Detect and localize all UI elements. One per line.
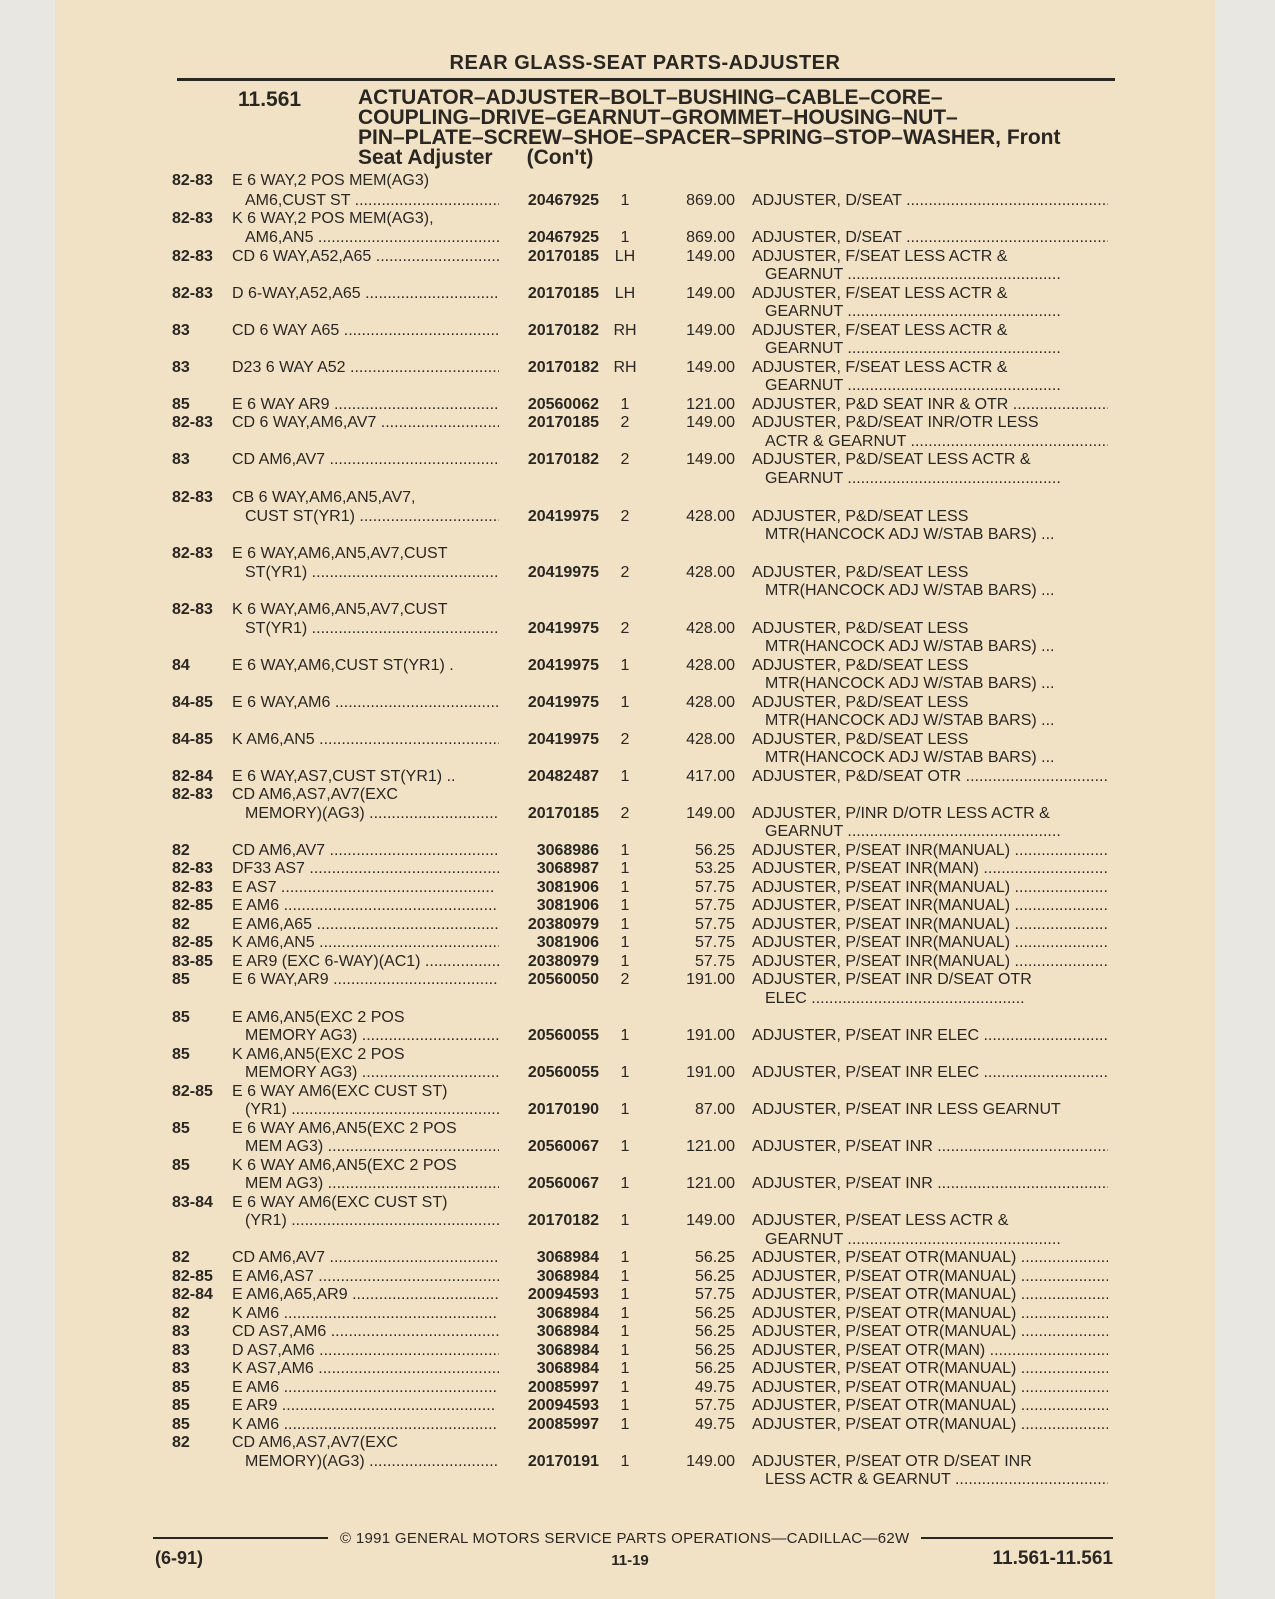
price: 121.00 — [686, 1175, 735, 1192]
part-number: 20380979 — [527, 916, 599, 933]
price: 56.25 — [694, 1342, 735, 1359]
part-number: 20380979 — [527, 953, 599, 970]
part-number: 20419975 — [527, 508, 599, 525]
part-name: ADJUSTER, P/INR D/OTR LESS ACTR & — [752, 805, 1050, 822]
model-year: 83 — [172, 359, 190, 376]
price: 49.75 — [694, 1379, 735, 1396]
part-number: 20560067 — [527, 1138, 599, 1155]
quantity: 1 — [620, 1397, 630, 1414]
part-name: ADJUSTER, F/SEAT LESS ACTR & — [752, 359, 1008, 376]
quantity: 1 — [620, 879, 630, 896]
model-year: 82 — [172, 1305, 190, 1322]
price: 149.00 — [686, 805, 735, 822]
application-description: E AM6,A65 ..... — [232, 916, 499, 934]
model-year: 82-83 — [172, 248, 213, 265]
application-description: (YR1) ..... — [245, 1101, 499, 1119]
part-name: ADJUSTER, F/SEAT LESS ACTR & — [752, 248, 1008, 265]
part-name: ADJUSTER, P/SEAT INR(MAN) ..... — [752, 860, 1108, 878]
quantity: 1 — [620, 1379, 630, 1396]
quantity: LH — [614, 285, 636, 302]
quantity: LH — [614, 248, 636, 265]
application-description: E AM6 ..... — [232, 897, 499, 915]
application-description: DF33 AS7 ..... — [232, 860, 499, 878]
part-name: ADJUSTER, P/SEAT OTR(MANUAL) ..... — [752, 1305, 1108, 1323]
application-description: MEMORY AG3) ..... — [245, 1027, 499, 1045]
part-name: ADJUSTER, P/SEAT INR ELEC ..... — [752, 1064, 1108, 1082]
price: 56.25 — [694, 1305, 735, 1322]
part-number: 20560055 — [527, 1027, 599, 1044]
application-description: E AM6 ..... — [232, 1379, 499, 1397]
part-name: ADJUSTER, F/SEAT LESS ACTR & — [752, 322, 1008, 339]
part-number: 3081906 — [536, 897, 599, 914]
part-name: ADJUSTER, P&D/SEAT LESS — [752, 657, 969, 674]
part-number: 3068984 — [536, 1323, 599, 1340]
part-number: 20094593 — [527, 1286, 599, 1303]
model-year: 85 — [172, 971, 190, 988]
part-number: 20170182 — [527, 451, 599, 468]
part-number: 20170185 — [527, 248, 599, 265]
part-name: GEARNUT ..... — [765, 266, 1108, 284]
quantity: 1 — [620, 396, 630, 413]
price: 56.25 — [694, 1360, 735, 1377]
part-name: ADJUSTER, P/SEAT INR(MANUAL) ..... — [752, 953, 1108, 971]
part-name: MTR(HANCOCK ADJ W/STAB BARS) ... — [765, 749, 1055, 766]
part-name: ADJUSTER, P/SEAT INR ..... — [752, 1138, 1108, 1156]
model-year: 82-84 — [172, 768, 213, 785]
application-description: (YR1) ..... — [245, 1212, 499, 1230]
application-description: ST(YR1) ..... — [245, 620, 499, 638]
quantity: 1 — [620, 1342, 630, 1359]
model-year: 82-83 — [172, 601, 213, 618]
part-name: ADJUSTER, P/SEAT OTR(MANUAL) ..... — [752, 1268, 1108, 1286]
part-number: 20170190 — [527, 1101, 599, 1118]
part-number: 20482487 — [527, 768, 599, 785]
price: 149.00 — [686, 414, 735, 431]
part-number: 20170185 — [527, 285, 599, 302]
quantity: RH — [613, 359, 637, 376]
application-description: MEM AG3) ..... — [245, 1138, 499, 1156]
application-description: E 6 WAY,AM6 ..... — [232, 694, 499, 712]
quantity: 1 — [620, 768, 630, 785]
quantity: 2 — [620, 564, 630, 581]
application-description: CD 6 WAY,A52,A65 ..... — [232, 248, 499, 266]
part-name: ACTR & GEARNUT ..... — [765, 433, 1108, 451]
price: 57.75 — [694, 934, 735, 951]
part-name: MTR(HANCOCK ADJ W/STAB BARS) ... — [765, 675, 1055, 692]
price: 56.25 — [694, 842, 735, 859]
model-year: 83 — [172, 322, 190, 339]
footer-revision-date: (6-91) — [155, 1548, 204, 1568]
application-description: E AR9 ..... — [232, 1397, 499, 1415]
footer-rule-left — [153, 1537, 328, 1539]
part-name: ADJUSTER, P&D/SEAT LESS — [752, 508, 969, 525]
part-name: ADJUSTER, P/SEAT OTR D/SEAT INR — [752, 1453, 1032, 1470]
model-year: 82-85 — [172, 934, 213, 951]
application-description: AM6,CUST ST ..... — [245, 192, 499, 210]
model-year: 85 — [172, 1397, 190, 1414]
part-number: 3068984 — [536, 1342, 599, 1359]
part-number: 20560062 — [527, 396, 599, 413]
application-description: MEM AG3) ..... — [245, 1175, 499, 1193]
part-name: ADJUSTER, P/SEAT OTR(MANUAL) ..... — [752, 1379, 1108, 1397]
part-name: ADJUSTER, F/SEAT LESS ACTR & — [752, 285, 1008, 302]
quantity: 1 — [620, 1101, 630, 1118]
part-name: ADJUSTER, P&D/SEAT LESS ACTR & — [752, 451, 1031, 468]
part-name: ADJUSTER, P/SEAT INR(MANUAL) ..... — [752, 897, 1108, 915]
part-name: GEARNUT ..... — [765, 823, 1108, 841]
quantity: 1 — [620, 860, 630, 877]
quantity: 2 — [620, 414, 630, 431]
price: 428.00 — [686, 657, 735, 674]
price: 149.00 — [686, 285, 735, 302]
price: 869.00 — [686, 192, 735, 209]
application-description: K 6 WAY,2 POS MEM(AG3), — [232, 210, 434, 227]
section-title-line: PIN–PLATE–SCREW–SHOE–SPACER–SPRING–STOP–WASHER, Front — [358, 126, 1061, 149]
price: 57.75 — [694, 916, 735, 933]
quantity: 2 — [620, 508, 630, 525]
part-name: ADJUSTER, P&D/SEAT LESS — [752, 564, 969, 581]
model-year: 85 — [172, 1009, 190, 1026]
application-description: E 6 WAY,AM6,AN5,AV7,CUST — [232, 545, 448, 562]
model-year: 85 — [172, 1157, 190, 1174]
part-name: ADJUSTER, P/SEAT INR(MANUAL) ..... — [752, 934, 1108, 952]
quantity: 1 — [620, 1323, 630, 1340]
part-number: 20419975 — [527, 694, 599, 711]
application-description: ST(YR1) ..... — [245, 564, 499, 582]
section-title-line: ACTUATOR–ADJUSTER–BOLT–BUSHING–CABLE–CORE– — [358, 86, 943, 109]
application-description: E 6 WAY AM6(EXC CUST ST) — [232, 1083, 448, 1100]
model-year: 84-85 — [172, 731, 213, 748]
part-name: ADJUSTER, P/SEAT INR D/SEAT OTR — [752, 971, 1032, 988]
model-year: 82-83 — [172, 860, 213, 877]
footer-section-range: 11.561-11.561 — [992, 1548, 1113, 1569]
application-description: E 6 WAY AM6(EXC CUST ST) — [232, 1194, 448, 1211]
application-description: E 6 WAY AM6,AN5(EXC 2 POS — [232, 1120, 457, 1137]
part-name: ADJUSTER, P/SEAT INR LESS GEARNUT — [752, 1101, 1061, 1118]
part-name: ADJUSTER, D/SEAT ..... — [752, 229, 1108, 247]
part-name: ADJUSTER, P/SEAT INR ELEC ..... — [752, 1027, 1108, 1045]
model-year: 85 — [172, 396, 190, 413]
application-description: E AR9 (EXC 6-WAY)(AC1) ..... — [232, 953, 499, 971]
application-description: CD AM6,AS7,AV7(EXC — [232, 786, 398, 803]
price: 149.00 — [686, 248, 735, 265]
model-year: 82-83 — [172, 285, 213, 302]
price: 428.00 — [686, 694, 735, 711]
part-name: ADJUSTER, P&D/SEAT OTR ..... — [752, 768, 1108, 786]
part-number: 20170185 — [527, 805, 599, 822]
price: 53.25 — [694, 860, 735, 877]
part-number: 20419975 — [527, 620, 599, 637]
model-year: 85 — [172, 1379, 190, 1396]
model-year: 84-85 — [172, 694, 213, 711]
part-number: 3068987 — [536, 860, 599, 877]
price: 191.00 — [686, 1027, 735, 1044]
quantity: RH — [613, 322, 637, 339]
quantity: 1 — [620, 1249, 630, 1266]
part-number: 3068984 — [536, 1268, 599, 1285]
section-title-last: Seat Adjuster — [358, 146, 493, 169]
application-description: CD AS7,AM6 ..... — [232, 1323, 499, 1341]
model-year: 82-83 — [172, 786, 213, 803]
price: 57.75 — [694, 953, 735, 970]
model-year: 85 — [172, 1416, 190, 1433]
model-year: 82-83 — [172, 210, 213, 227]
part-number: 20419975 — [527, 564, 599, 581]
model-year: 83 — [172, 1323, 190, 1340]
quantity: 1 — [620, 694, 630, 711]
quantity: 1 — [620, 1286, 630, 1303]
quantity: 1 — [620, 192, 630, 209]
part-name: ADJUSTER, P&D SEAT INR & OTR ..... — [752, 396, 1108, 414]
quantity: 1 — [620, 1138, 630, 1155]
continued-label: (Con't) — [526, 146, 594, 169]
application-description: K AM6,AN5 ..... — [232, 731, 499, 749]
part-name: MTR(HANCOCK ADJ W/STAB BARS) ... — [765, 712, 1055, 729]
application-description: MEMORY)(AG3) ..... — [245, 1453, 499, 1471]
model-year: 82-83 — [172, 489, 213, 506]
model-year: 85 — [172, 1046, 190, 1063]
application-description: E 6 WAY,AR9 ..... — [232, 971, 499, 989]
model-year: 82-85 — [172, 897, 213, 914]
model-year: 83-85 — [172, 953, 213, 970]
part-name: ADJUSTER, P/SEAT OTR(MANUAL) ..... — [752, 1360, 1108, 1378]
part-number: 20170185 — [527, 414, 599, 431]
part-number: 20560050 — [527, 971, 599, 988]
part-number: 3081906 — [536, 879, 599, 896]
application-description: CB 6 WAY,AM6,AN5,AV7, — [232, 489, 416, 506]
part-name: ADJUSTER, D/SEAT ..... — [752, 192, 1108, 210]
part-number: 20560055 — [527, 1064, 599, 1081]
quantity: 1 — [620, 934, 630, 951]
part-number: 3081906 — [536, 934, 599, 951]
footer-copyright: © 1991 GENERAL MOTORS SERVICE PARTS OPERATIONS—CADILLAC—62W — [340, 1530, 910, 1547]
price: 57.75 — [694, 1286, 735, 1303]
quantity: 1 — [620, 897, 630, 914]
quantity: 1 — [620, 1453, 630, 1470]
price: 87.00 — [694, 1101, 735, 1118]
part-number: 20560067 — [527, 1175, 599, 1192]
price: 428.00 — [686, 508, 735, 525]
quantity: 1 — [620, 1416, 630, 1433]
application-description: MEMORY)(AG3) ..... — [245, 805, 499, 823]
application-description: E 6 WAY,AS7,CUST ST(YR1) .. — [232, 768, 456, 785]
price: 149.00 — [686, 451, 735, 468]
model-year: 83 — [172, 451, 190, 468]
quantity: 1 — [620, 657, 630, 674]
section-title-line: COUPLING–DRIVE–GEARNUT–GROMMET–HOUSING–NUT– — [358, 106, 958, 129]
application-description: E AS7 ..... — [232, 879, 499, 897]
section-number: 11.561 — [238, 88, 302, 111]
part-name: ADJUSTER, P&D/SEAT LESS — [752, 731, 969, 748]
application-description: K AS7,AM6 ..... — [232, 1360, 499, 1378]
application-description: E AM6,AS7 ..... — [232, 1268, 499, 1286]
model-year: 85 — [172, 1120, 190, 1137]
price: 56.25 — [694, 1323, 735, 1340]
price: 149.00 — [686, 359, 735, 376]
quantity: 1 — [620, 842, 630, 859]
price: 149.00 — [686, 1212, 735, 1229]
price: 149.00 — [686, 322, 735, 339]
part-number: 3068984 — [536, 1360, 599, 1377]
part-name: LESS ACTR & GEARNUT ..... — [765, 1471, 1108, 1489]
part-number: 3068984 — [536, 1249, 599, 1266]
part-number: 20170182 — [527, 1212, 599, 1229]
part-name: ADJUSTER, P/SEAT INR(MANUAL) ..... — [752, 842, 1108, 860]
part-number: 20094593 — [527, 1397, 599, 1414]
application-description: K 6 WAY AM6,AN5(EXC 2 POS — [232, 1157, 457, 1174]
price: 869.00 — [686, 229, 735, 246]
part-name: ADJUSTER, P/SEAT INR(MANUAL) ..... — [752, 879, 1108, 897]
part-name: ADJUSTER, P/SEAT OTR(MANUAL) ..... — [752, 1323, 1108, 1341]
part-number: 20467925 — [527, 192, 599, 209]
application-description: D AS7,AM6 ..... — [232, 1342, 499, 1360]
part-name: ADJUSTER, P/SEAT OTR(MAN) ..... — [752, 1342, 1108, 1360]
part-name: ADJUSTER, P/SEAT LESS ACTR & — [752, 1212, 1009, 1229]
part-name: GEARNUT ..... — [765, 470, 1108, 488]
part-number: 20170182 — [527, 359, 599, 376]
application-description: CD AM6,AS7,AV7(EXC — [232, 1434, 398, 1451]
quantity: 1 — [620, 1064, 630, 1081]
application-description: AM6,AN5 ..... — [245, 229, 499, 247]
price: 57.75 — [694, 897, 735, 914]
catalog-page — [55, 0, 1215, 1599]
model-year: 83 — [172, 1342, 190, 1359]
quantity: 1 — [620, 1175, 630, 1192]
part-name: ADJUSTER, P/SEAT INR ..... — [752, 1175, 1108, 1193]
quantity: 2 — [620, 971, 630, 988]
price: 149.00 — [686, 1453, 735, 1470]
part-name: GEARNUT ..... — [765, 303, 1108, 321]
application-description: MEMORY AG3) ..... — [245, 1064, 499, 1082]
price: 417.00 — [686, 768, 735, 785]
application-description: D23 6 WAY A52 ..... — [232, 359, 499, 377]
part-number: 3068984 — [536, 1305, 599, 1322]
application-description: E AM6,A65,AR9 ..... — [232, 1286, 499, 1304]
quantity: 2 — [620, 731, 630, 748]
part-number: 20419975 — [527, 731, 599, 748]
application-description: CD AM6,AV7 ..... — [232, 1249, 499, 1267]
model-year: 82-83 — [172, 879, 213, 896]
quantity: 1 — [620, 1027, 630, 1044]
quantity: 2 — [620, 620, 630, 637]
model-year: 84 — [172, 657, 190, 674]
footer-rule-right — [921, 1537, 1113, 1539]
price: 191.00 — [686, 1064, 735, 1081]
application-description: CUST ST(YR1) ..... — [245, 508, 499, 526]
application-description: K AM6,AN5(EXC 2 POS — [232, 1046, 405, 1063]
application-description: E 6 WAY,2 POS MEM(AG3) — [232, 172, 430, 189]
model-year: 82 — [172, 842, 190, 859]
price: 57.75 — [694, 1397, 735, 1414]
application-description: E AM6,AN5(EXC 2 POS — [232, 1009, 405, 1026]
part-number: 20170191 — [527, 1453, 599, 1470]
quantity: 1 — [620, 953, 630, 970]
model-year: 83 — [172, 1360, 190, 1377]
part-number: 20419975 — [527, 657, 599, 674]
price: 56.25 — [694, 1268, 735, 1285]
application-description: K AM6 ..... — [232, 1416, 499, 1434]
part-name: ADJUSTER, P/SEAT INR(MANUAL) ..... — [752, 916, 1108, 934]
model-year: 82-83 — [172, 545, 213, 562]
price: 121.00 — [686, 396, 735, 413]
application-description: D 6-WAY,A52,A65 ..... — [232, 285, 499, 303]
part-name: GEARNUT ..... — [765, 377, 1108, 395]
quantity: 1 — [620, 1305, 630, 1322]
quantity: 1 — [620, 1212, 630, 1229]
part-number: 20085997 — [527, 1416, 599, 1433]
application-description: CD 6 WAY,AM6,AV7 ..... — [232, 414, 499, 432]
price: 428.00 — [686, 731, 735, 748]
footer-page-number: 11-19 — [611, 1552, 649, 1569]
price: 428.00 — [686, 564, 735, 581]
price: 191.00 — [686, 971, 735, 988]
application-description: CD AM6,AV7 ..... — [232, 842, 499, 860]
application-description: K AM6 ..... — [232, 1305, 499, 1323]
part-name: ADJUSTER, P/SEAT OTR(MANUAL) ..... — [752, 1286, 1108, 1304]
part-name: ELEC ..... — [765, 990, 1108, 1008]
page-header-title: REAR GLASS-SEAT PARTS-ADJUSTER — [449, 52, 841, 74]
part-name: MTR(HANCOCK ADJ W/STAB BARS) ... — [765, 582, 1055, 599]
part-name: GEARNUT ..... — [765, 1231, 1108, 1249]
quantity: 1 — [620, 916, 630, 933]
model-year: 82-83 — [172, 414, 213, 431]
part-name: MTR(HANCOCK ADJ W/STAB BARS) ... — [765, 638, 1055, 655]
model-year: 83-84 — [172, 1194, 213, 1211]
part-number: 20467925 — [527, 229, 599, 246]
model-year: 82 — [172, 1249, 190, 1266]
model-year: 82 — [172, 916, 190, 933]
part-name: ADJUSTER, P/SEAT OTR(MANUAL) ..... — [752, 1416, 1108, 1434]
model-year: 82-84 — [172, 1286, 213, 1303]
model-year: 82 — [172, 1434, 190, 1451]
application-description: K AM6,AN5 ..... — [232, 934, 499, 952]
quantity: 1 — [620, 1360, 630, 1377]
model-year: 82-85 — [172, 1083, 213, 1100]
application-description: E 6 WAY AR9 ..... — [232, 396, 499, 414]
part-number: 20170182 — [527, 322, 599, 339]
part-name: ADJUSTER, P&D/SEAT LESS — [752, 620, 969, 637]
price: 121.00 — [686, 1138, 735, 1155]
part-number: 20085997 — [527, 1379, 599, 1396]
part-name: ADJUSTER, P/SEAT OTR(MANUAL) ..... — [752, 1249, 1108, 1267]
part-number: 3068986 — [536, 842, 599, 859]
quantity: 2 — [620, 451, 630, 468]
part-name: GEARNUT ..... — [765, 340, 1108, 358]
model-year: 82-83 — [172, 172, 213, 189]
price: 428.00 — [686, 620, 735, 637]
quantity: 1 — [620, 229, 630, 246]
part-name: MTR(HANCOCK ADJ W/STAB BARS) ... — [765, 526, 1055, 543]
application-description: CD 6 WAY A65 ..... — [232, 322, 499, 340]
price: 57.75 — [694, 879, 735, 896]
quantity: 2 — [620, 805, 630, 822]
part-name: ADJUSTER, P&D/SEAT LESS — [752, 694, 969, 711]
part-name: ADJUSTER, P/SEAT OTR(MANUAL) ..... — [752, 1397, 1108, 1415]
price: 56.25 — [694, 1249, 735, 1266]
application-description: E 6 WAY,AM6,CUST ST(YR1) . — [232, 657, 454, 674]
quantity: 1 — [620, 1268, 630, 1285]
application-description: K 6 WAY,AM6,AN5,AV7,CUST — [232, 601, 448, 618]
model-year: 82-85 — [172, 1268, 213, 1285]
price: 49.75 — [694, 1416, 735, 1433]
parts-list — [55, 0, 1215, 1520]
application-description: CD AM6,AV7 ..... — [232, 451, 499, 469]
part-name: ADJUSTER, P&D/SEAT INR/OTR LESS — [752, 414, 1039, 431]
